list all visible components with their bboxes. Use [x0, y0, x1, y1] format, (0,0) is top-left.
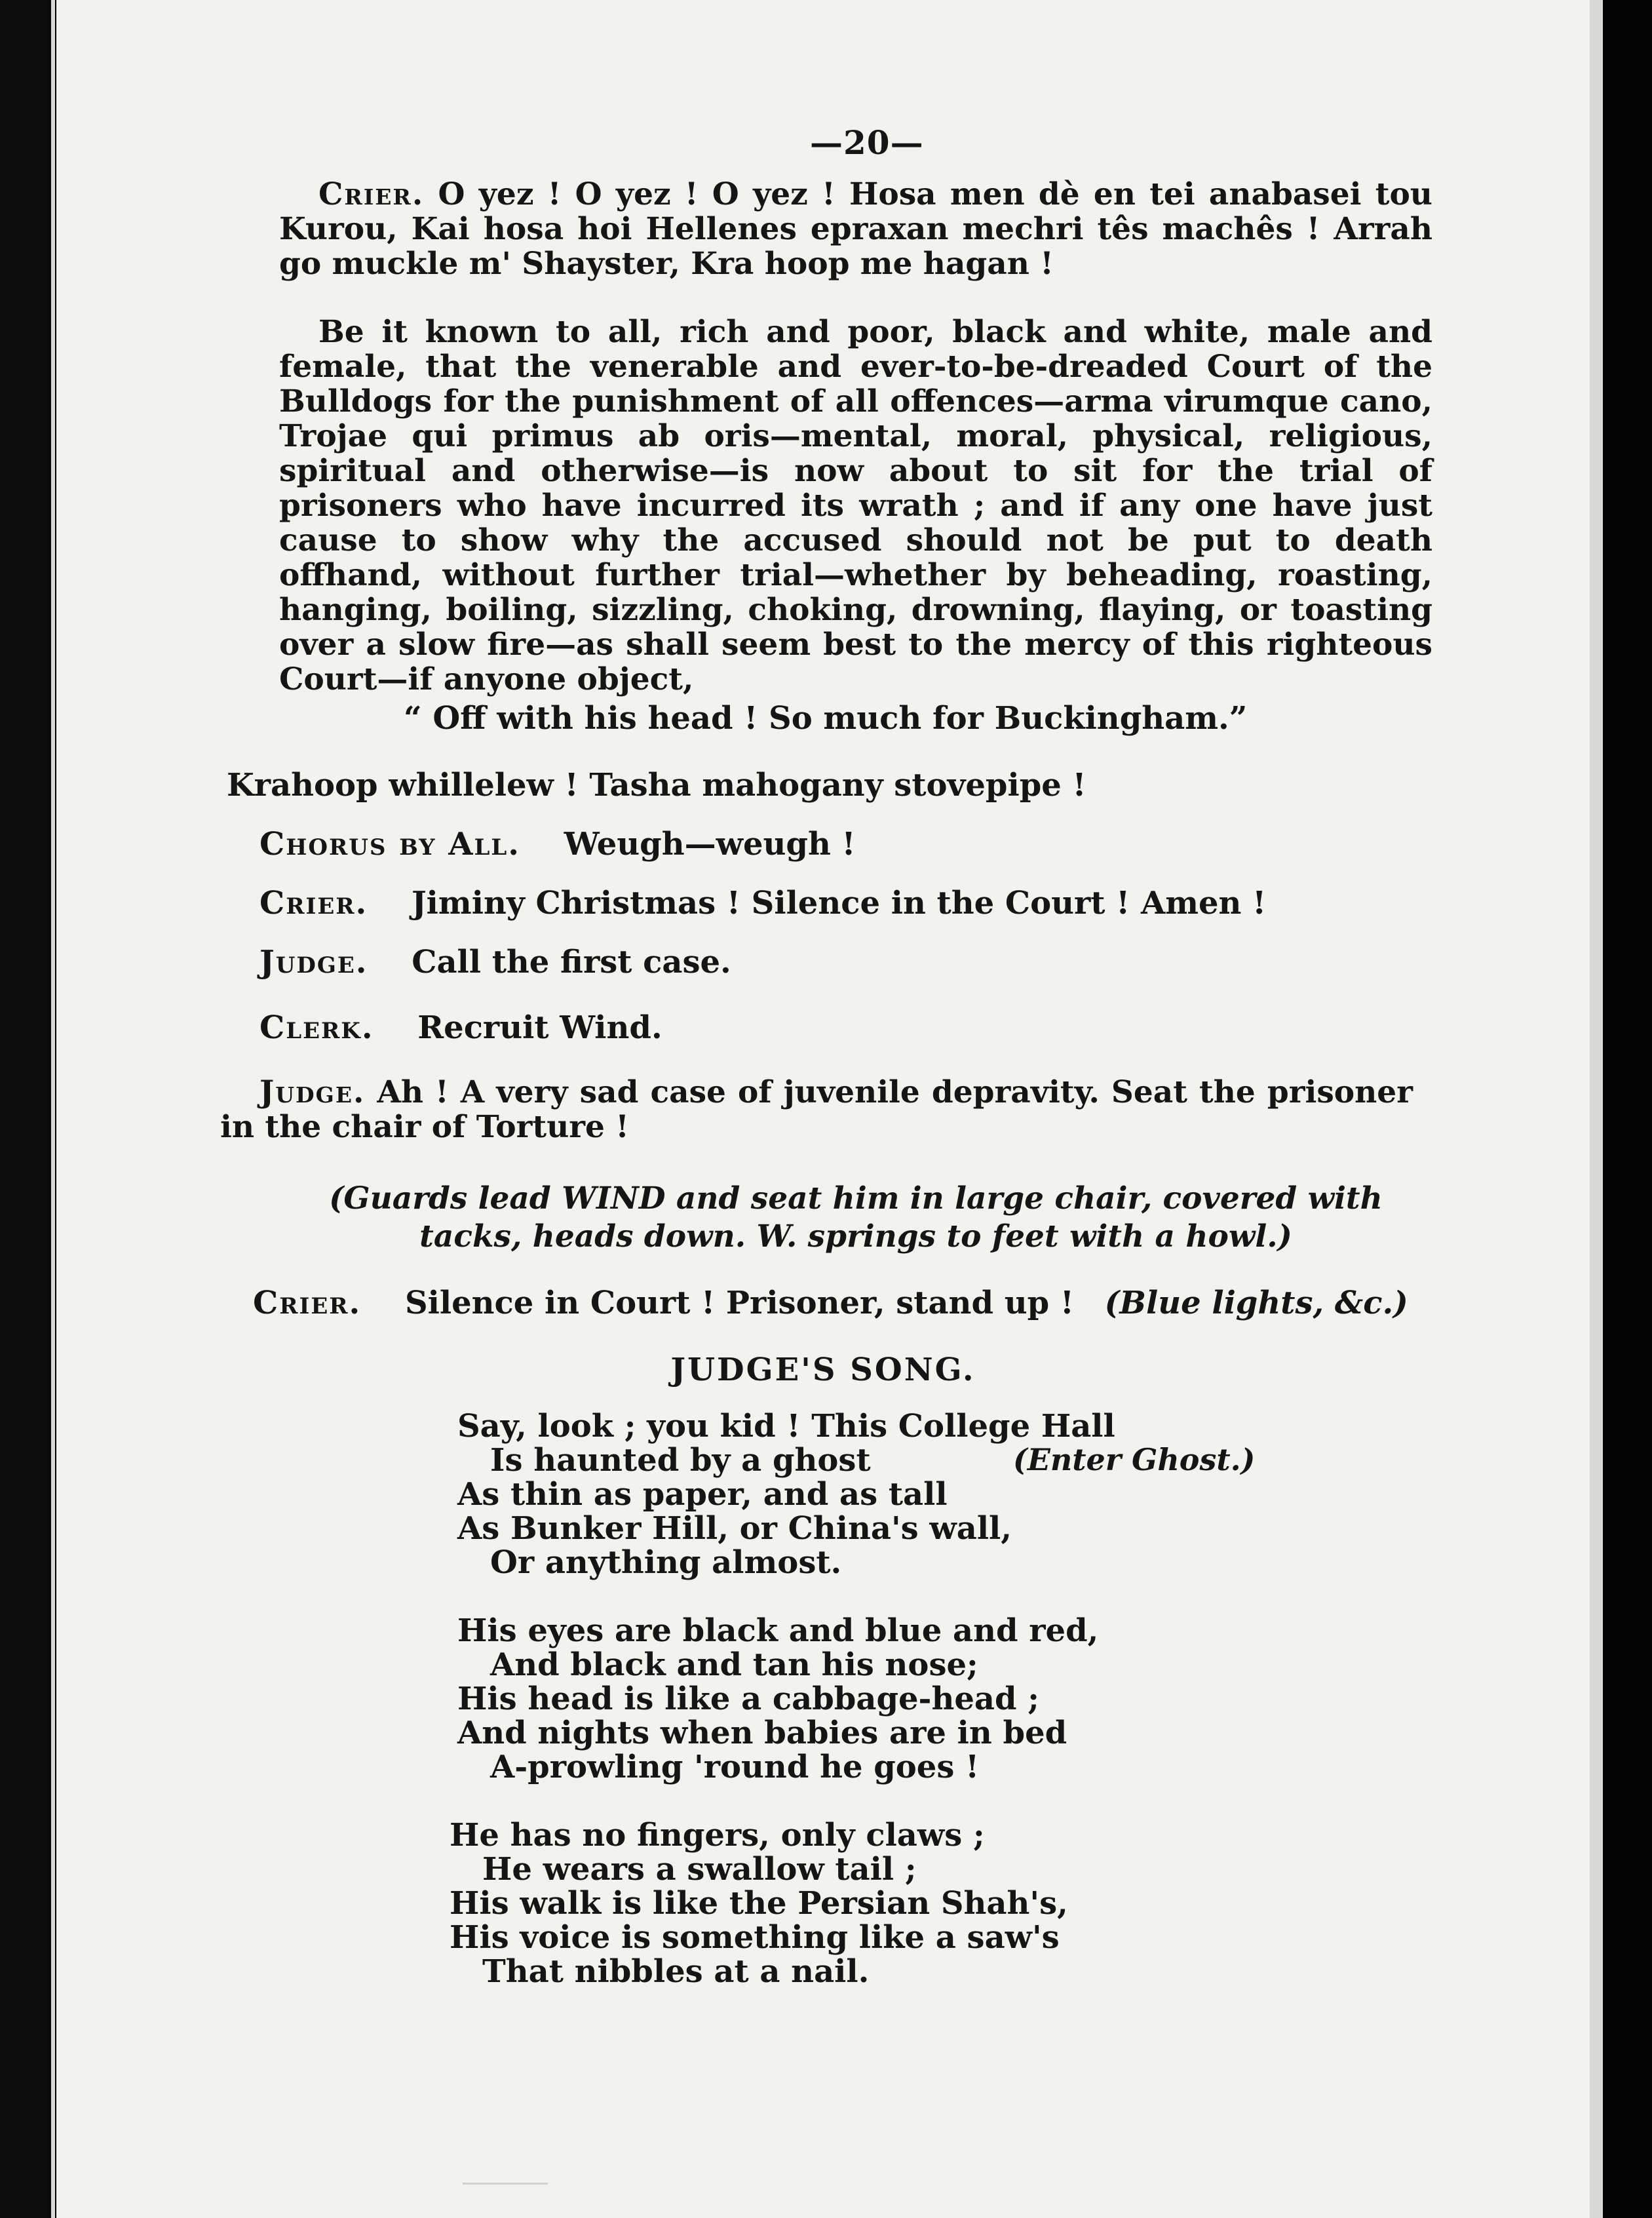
exclamation-line: Krahoop whillelew ! Tasha mahogany stovepipe ! — [227, 767, 1086, 804]
verse-line: His head is like a cabbage-head ; — [457, 1681, 1039, 1717]
quotation-line: “ Off with his head ! So much for Buckingham.” — [404, 700, 1248, 737]
dialogue-text: Call the first case. — [412, 944, 731, 981]
proclamation-paragraph: Be it known to all, rich and poor, black and white, male and female, that the venerable and ever-to-be-dreaded Court of the Bulldogs for the punishment of all offences—arma virumque cano, Trojae qui primus ab oris—mental, moral, physical, religious, spiritual and otherwise—is now about to sit for the trial of prisoners who have incurred its wrath ; and if any one have just cause to show why the accused should not be put to death offhand, without further trial—whether by beheading, roasting, hanging, boiling, sizzling, choking, drowning, flaying, or toasting over a slow fire—as shall seem best to the mercy of this righteous Court—if anyone object, — [279, 314, 1432, 697]
verse-line: His eyes are black and blue and red, — [457, 1612, 1099, 1649]
speaker-label: Crier. — [318, 176, 425, 212]
verse-line: As Bunker Hill, or China's wall, — [457, 1510, 1012, 1547]
verse-line: As thin as paper, and as tall — [457, 1476, 948, 1513]
verse-line: Is haunted by a ghost — [490, 1442, 871, 1479]
song-title: JUDGE'S SONG. — [670, 1352, 976, 1388]
verse-line: Or anything almost. — [490, 1544, 842, 1581]
opening-paragraph — [279, 177, 1432, 281]
dialogue-line — [259, 944, 731, 981]
faint-library-stamp — [463, 2183, 548, 2211]
verse-line: That nibbles at a nail. — [482, 1953, 870, 1990]
speaker-label: Clerk. — [259, 1009, 374, 1046]
verse-line: A-prowling 'round he goes ! — [490, 1749, 980, 1785]
page-number: —20— — [810, 123, 924, 162]
verse-line: He wears a swallow tail ; — [482, 1851, 917, 1888]
verse-line: He has no fingers, only claws ; — [450, 1817, 985, 1854]
dialogue-line — [259, 1009, 663, 1046]
stage-aside: (Enter Ghost.) — [1013, 1442, 1256, 1477]
speaker-label: Judge. — [259, 944, 368, 981]
speaker-label: Crier. — [253, 1285, 362, 1321]
speaker-label: Judge. — [259, 1074, 366, 1110]
verse-line: His voice is something like a saw's — [450, 1919, 1060, 1956]
dialogue-line — [259, 885, 1266, 922]
stage-direction: (Guards lead WIND and seat him in large chair, covered with tacks, heads down. W. springs to feet with a howl.) — [329, 1180, 1383, 1255]
page-gutter — [1590, 0, 1603, 2218]
dialogue-text: Recruit Wind. — [417, 1009, 663, 1046]
crier-line — [253, 1285, 1408, 1321]
verse-line: His walk is like the Persian Shah's, — [450, 1885, 1068, 1922]
book-page — [56, 0, 1590, 2218]
opening-text: O yez ! O yez ! O yez ! Hosa men dè en tei anabasei tou Kurou, Kai hosa hoi Hellenes epraxan mechri tês machês ! Arrah go muckle m' Shayster, Kra hoop me hagan ! — [279, 176, 1432, 282]
verse-line: Say, look ; you kid ! This College Hall — [457, 1408, 1115, 1445]
dialogue-text: Silence in Court ! Prisoner, stand up ! — [404, 1285, 1074, 1321]
right-book-edge — [1603, 0, 1652, 2218]
stage-aside: (Blue lights, &c.) — [1104, 1285, 1408, 1321]
speaker-label: Chorus by All. — [259, 826, 521, 863]
dialogue-line — [259, 826, 856, 863]
dialogue-paragraph — [220, 1075, 1413, 1144]
dialogue-text: Jiminy Christmas ! Silence in the Court ! Amen ! — [411, 885, 1267, 922]
verse-line: And black and tan his nose; — [490, 1646, 978, 1683]
left-book-edge — [0, 0, 55, 2218]
speaker-label: Crier. — [259, 885, 368, 922]
dialogue-text: Ah ! A very sad case of juvenile depravity. Seat the prisoner in the chair of Torture ! — [220, 1074, 1413, 1145]
dialogue-text: Weugh—weugh ! — [564, 826, 856, 863]
verse-line: And nights when babies are in bed — [457, 1715, 1067, 1751]
